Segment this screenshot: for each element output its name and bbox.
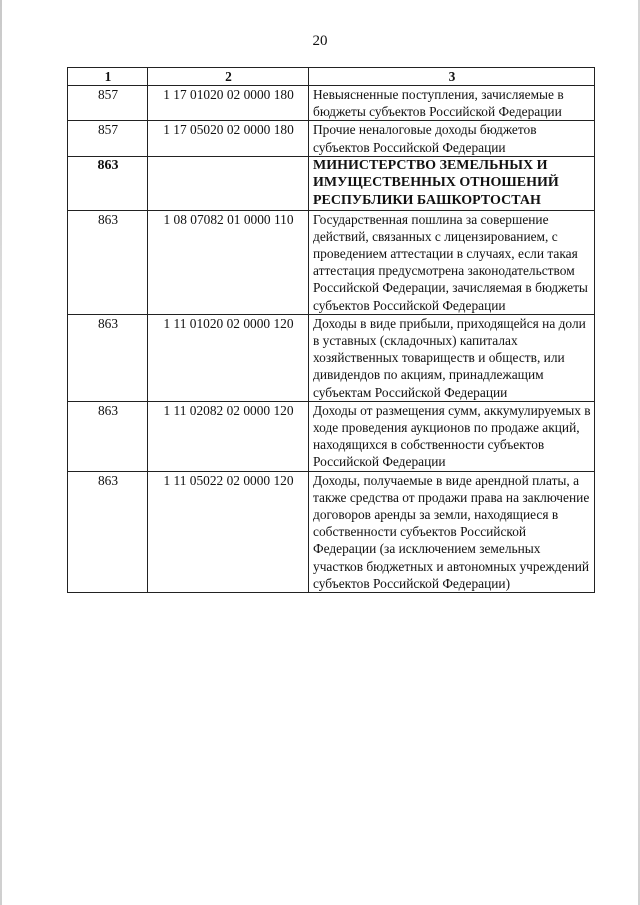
header-col-2: 2	[148, 68, 309, 86]
budget-revenue-table	[67, 67, 595, 593]
header-col-3: 3	[309, 68, 595, 86]
revenue-code-cell: 1 11 05022 02 0000 120	[148, 471, 309, 592]
table-row	[68, 86, 595, 121]
revenue-code-cell: 1 11 01020 02 0000 120	[148, 314, 309, 401]
revenue-code-cell: 1 17 01020 02 0000 180	[148, 86, 309, 121]
ministry-name-cell: МИНИСТЕРСТВО ЗЕМЕЛЬНЫХ И ИМУЩЕСТВЕННЫХ ОТНОШЕНИЙ РЕСПУБЛИКИ БАШКОРТОСТАН	[309, 156, 595, 210]
table-header-row	[68, 68, 595, 86]
admin-code-cell: 857	[68, 121, 148, 156]
header-col-1: 1	[68, 68, 148, 86]
admin-code-cell: 863	[68, 210, 148, 314]
ministry-row	[68, 156, 595, 210]
table-row	[68, 401, 595, 471]
revenue-name-cell: Невыясненные поступления, зачисляемые в бюджеты субъектов Российской Федерации	[309, 86, 595, 121]
revenue-name-cell: Доходы в виде прибыли, приходящейся на доли в уставных (складочных) капиталах хозяйственных товариществ и обществ, или дивидендов по акциям, принадлежащим субъектам Российской Федерации	[309, 314, 595, 401]
revenue-name-cell: Государственная пошлина за совершение действий, связанных с лицензированием, с проведением аттестации в случаях, если такая аттестация предусмотрена законодательством Российской Федерации, зачисляемая в бюджеты субъектов Российской Федерации	[309, 210, 595, 314]
revenue-name-cell: Доходы, получаемые в виде арендной платы, а также средства от продажи права на заключение договоров аренды за земли, находящиеся в собственности субъектов Российской Федерации (за исключением земельных участков бюджетных и автономных учреждений субъектов Российской Федерации)	[309, 471, 595, 592]
table-row	[68, 210, 595, 314]
admin-code-cell: 857	[68, 86, 148, 121]
admin-code-cell: 863	[68, 156, 148, 210]
admin-code-cell: 863	[68, 471, 148, 592]
table-row	[68, 314, 595, 401]
table-row	[68, 121, 595, 156]
revenue-code-cell: 1 17 05020 02 0000 180	[148, 121, 309, 156]
revenue-code-cell	[148, 156, 309, 210]
table-row	[68, 471, 595, 592]
revenue-name-cell: Прочие неналоговые доходы бюджетов субъектов Российской Федерации	[309, 121, 595, 156]
revenue-code-cell: 1 11 02082 02 0000 120	[148, 401, 309, 471]
page-edge-left	[0, 0, 2, 905]
admin-code-cell: 863	[68, 314, 148, 401]
revenue-name-cell: Доходы от размещения сумм, аккумулируемых в ходе проведения аукционов по продаже акций, находящихся в собственности субъектов Российской Федерации	[309, 401, 595, 471]
admin-code-cell: 863	[68, 401, 148, 471]
revenue-code-cell: 1 08 07082 01 0000 110	[148, 210, 309, 314]
page-number: 20	[312, 33, 328, 49]
